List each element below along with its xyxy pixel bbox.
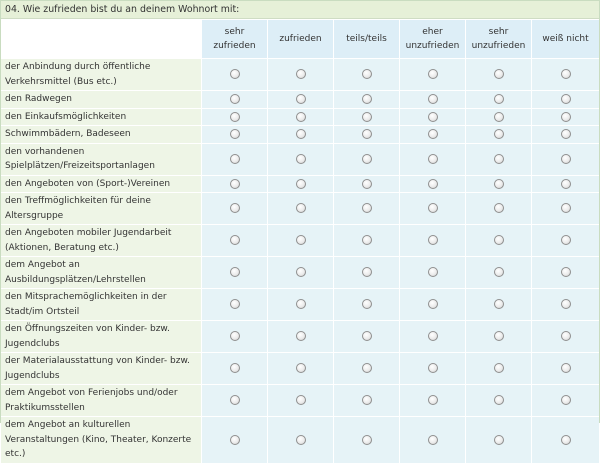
radio-button-icon[interactable] bbox=[561, 235, 571, 245]
rating-cell[interactable] bbox=[399, 321, 465, 352]
radio-button-icon[interactable] bbox=[362, 331, 372, 341]
matrix-row bbox=[1, 144, 599, 175]
rating-cell[interactable] bbox=[267, 289, 333, 320]
row-label: Schwimmbädern, Badeseen bbox=[1, 126, 201, 143]
question-title: 04. Wie zufrieden bist du an deinem Wohnort mit: bbox=[1, 1, 599, 19]
rating-cell[interactable] bbox=[465, 417, 531, 463]
radio-button-icon[interactable] bbox=[494, 94, 504, 104]
radio-button-icon[interactable] bbox=[230, 154, 240, 164]
radio-button-icon[interactable] bbox=[561, 395, 571, 405]
radio-button-icon[interactable] bbox=[561, 69, 571, 79]
rating-cell[interactable] bbox=[531, 91, 599, 108]
radio-button-icon[interactable] bbox=[296, 112, 306, 122]
radio-button-icon[interactable] bbox=[230, 331, 240, 341]
rating-cell[interactable] bbox=[399, 353, 465, 384]
radio-button-icon[interactable] bbox=[561, 331, 571, 341]
radio-button-icon[interactable] bbox=[362, 179, 372, 189]
radio-button-icon[interactable] bbox=[230, 179, 240, 189]
rating-cell[interactable] bbox=[465, 385, 531, 416]
radio-button-icon[interactable] bbox=[561, 267, 571, 277]
rating-cell[interactable] bbox=[465, 193, 531, 224]
rating-cell[interactable] bbox=[201, 144, 267, 175]
radio-button-icon[interactable] bbox=[428, 154, 438, 164]
matrix-row bbox=[1, 417, 599, 463]
radio-button-icon[interactable] bbox=[362, 154, 372, 164]
radio-button-icon[interactable] bbox=[362, 69, 372, 79]
radio-button-icon[interactable] bbox=[230, 363, 240, 373]
radio-button-icon[interactable] bbox=[230, 129, 240, 139]
rating-cell[interactable] bbox=[531, 59, 599, 90]
radio-button-icon[interactable] bbox=[428, 363, 438, 373]
radio-button-icon[interactable] bbox=[296, 235, 306, 245]
radio-button-icon[interactable] bbox=[296, 435, 306, 445]
rating-cell[interactable] bbox=[531, 257, 599, 288]
rating-cell[interactable] bbox=[201, 353, 267, 384]
row-label: den Mitsprachemöglichkeiten in der Stadt/im Ortsteil bbox=[1, 289, 201, 320]
rating-cell[interactable] bbox=[267, 91, 333, 108]
rating-cell[interactable] bbox=[267, 144, 333, 175]
rating-cell[interactable] bbox=[399, 176, 465, 193]
rating-cell[interactable] bbox=[267, 126, 333, 143]
radio-button-icon[interactable] bbox=[230, 94, 240, 104]
rating-cell[interactable] bbox=[333, 144, 399, 175]
rating-cell[interactable] bbox=[201, 193, 267, 224]
radio-button-icon[interactable] bbox=[561, 363, 571, 373]
rating-cell[interactable] bbox=[201, 59, 267, 90]
rating-cell[interactable] bbox=[399, 417, 465, 463]
rating-cell[interactable] bbox=[267, 257, 333, 288]
rating-cell[interactable] bbox=[333, 109, 399, 126]
radio-button-icon[interactable] bbox=[296, 331, 306, 341]
rating-matrix bbox=[1, 19, 599, 464]
rating-cell[interactable] bbox=[399, 257, 465, 288]
rating-cell[interactable] bbox=[333, 91, 399, 108]
radio-button-icon[interactable] bbox=[494, 129, 504, 139]
rating-cell[interactable] bbox=[333, 321, 399, 352]
rating-cell[interactable] bbox=[399, 193, 465, 224]
rating-cell[interactable] bbox=[399, 289, 465, 320]
rating-cell[interactable] bbox=[465, 176, 531, 193]
rating-cell[interactable] bbox=[267, 321, 333, 352]
radio-button-icon[interactable] bbox=[428, 112, 438, 122]
radio-button-icon[interactable] bbox=[428, 395, 438, 405]
rating-cell[interactable] bbox=[267, 385, 333, 416]
rating-cell[interactable] bbox=[399, 59, 465, 90]
rating-cell[interactable] bbox=[201, 257, 267, 288]
row-label: der Anbindung durch öffentliche Verkehrsmittel (Bus etc.) bbox=[1, 59, 201, 90]
rating-cell[interactable] bbox=[267, 193, 333, 224]
rating-cell[interactable] bbox=[333, 385, 399, 416]
radio-button-icon[interactable] bbox=[494, 179, 504, 189]
column-header: teils/teils bbox=[333, 20, 399, 58]
rating-cell[interactable] bbox=[465, 126, 531, 143]
rating-cell[interactable] bbox=[201, 417, 267, 463]
rating-cell[interactable] bbox=[465, 59, 531, 90]
rating-cell[interactable] bbox=[333, 289, 399, 320]
radio-button-icon[interactable] bbox=[230, 395, 240, 405]
radio-button-icon[interactable] bbox=[362, 363, 372, 373]
radio-button-icon[interactable] bbox=[362, 435, 372, 445]
rating-cell[interactable] bbox=[201, 321, 267, 352]
radio-button-icon[interactable] bbox=[428, 299, 438, 309]
rating-cell[interactable] bbox=[465, 289, 531, 320]
radio-button-icon[interactable] bbox=[296, 129, 306, 139]
matrix-row bbox=[1, 176, 599, 193]
radio-button-icon[interactable] bbox=[230, 267, 240, 277]
rating-cell[interactable] bbox=[465, 257, 531, 288]
rating-cell[interactable] bbox=[201, 109, 267, 126]
rating-cell[interactable] bbox=[267, 59, 333, 90]
radio-button-icon[interactable] bbox=[561, 179, 571, 189]
radio-button-icon[interactable] bbox=[362, 267, 372, 277]
matrix-row bbox=[1, 353, 599, 384]
rating-cell[interactable] bbox=[201, 385, 267, 416]
rating-cell[interactable] bbox=[531, 321, 599, 352]
matrix-row bbox=[1, 225, 599, 256]
column-header: sehr zufrieden bbox=[201, 20, 267, 58]
matrix-row bbox=[1, 385, 599, 416]
radio-button-icon[interactable] bbox=[494, 363, 504, 373]
column-header: sehr unzufrieden bbox=[465, 20, 531, 58]
radio-button-icon[interactable] bbox=[362, 235, 372, 245]
rating-cell[interactable] bbox=[267, 417, 333, 463]
radio-button-icon[interactable] bbox=[428, 267, 438, 277]
rating-cell[interactable] bbox=[465, 91, 531, 108]
radio-button-icon[interactable] bbox=[230, 299, 240, 309]
row-label: den Radwegen bbox=[1, 91, 201, 108]
radio-button-icon[interactable] bbox=[230, 203, 240, 213]
radio-button-icon[interactable] bbox=[362, 112, 372, 122]
column-header: eher unzufrieden bbox=[399, 20, 465, 58]
rating-cell[interactable] bbox=[201, 225, 267, 256]
rating-cell[interactable] bbox=[333, 193, 399, 224]
radio-button-icon[interactable] bbox=[230, 435, 240, 445]
matrix-row bbox=[1, 109, 599, 126]
row-label: dem Angebot an Ausbildungsplätzen/Lehrstellen bbox=[1, 257, 201, 288]
rating-cell[interactable] bbox=[531, 126, 599, 143]
matrix-row bbox=[1, 59, 599, 90]
rating-cell[interactable] bbox=[267, 176, 333, 193]
column-header: weiß nicht bbox=[531, 20, 599, 58]
radio-button-icon[interactable] bbox=[494, 154, 504, 164]
rating-cell[interactable] bbox=[399, 109, 465, 126]
rating-cell[interactable] bbox=[399, 144, 465, 175]
radio-button-icon[interactable] bbox=[561, 154, 571, 164]
rating-cell[interactable] bbox=[531, 289, 599, 320]
radio-button-icon[interactable] bbox=[494, 69, 504, 79]
radio-button-icon[interactable] bbox=[561, 129, 571, 139]
radio-button-icon[interactable] bbox=[428, 235, 438, 245]
matrix-row bbox=[1, 193, 599, 224]
rating-cell[interactable] bbox=[531, 176, 599, 193]
rating-cell[interactable] bbox=[531, 353, 599, 384]
row-label: den Einkaufsmöglichkeiten bbox=[1, 109, 201, 126]
matrix-row bbox=[1, 289, 599, 320]
matrix-row bbox=[1, 91, 599, 108]
radio-button-icon[interactable] bbox=[494, 267, 504, 277]
radio-button-icon[interactable] bbox=[561, 435, 571, 445]
radio-button-icon[interactable] bbox=[428, 331, 438, 341]
radio-button-icon[interactable] bbox=[362, 94, 372, 104]
rating-cell[interactable] bbox=[465, 353, 531, 384]
radio-button-icon[interactable] bbox=[296, 299, 306, 309]
rating-cell[interactable] bbox=[201, 126, 267, 143]
row-label: der Materialausstattung von Kinder- bzw. Jugendclubs bbox=[1, 353, 201, 384]
radio-button-icon[interactable] bbox=[494, 203, 504, 213]
radio-button-icon[interactable] bbox=[230, 235, 240, 245]
matrix-body bbox=[1, 59, 599, 463]
rating-cell[interactable] bbox=[201, 91, 267, 108]
column-header: zufrieden bbox=[267, 20, 333, 58]
radio-button-icon[interactable] bbox=[494, 331, 504, 341]
radio-button-icon[interactable] bbox=[494, 435, 504, 445]
radio-button-icon[interactable] bbox=[561, 299, 571, 309]
rating-cell[interactable] bbox=[531, 193, 599, 224]
radio-button-icon[interactable] bbox=[362, 299, 372, 309]
header-corner bbox=[1, 20, 201, 58]
radio-button-icon[interactable] bbox=[428, 69, 438, 79]
matrix-row bbox=[1, 257, 599, 288]
radio-button-icon[interactable] bbox=[296, 154, 306, 164]
radio-button-icon[interactable] bbox=[494, 235, 504, 245]
radio-button-icon[interactable] bbox=[362, 395, 372, 405]
radio-button-icon[interactable] bbox=[296, 203, 306, 213]
radio-button-icon[interactable] bbox=[296, 69, 306, 79]
matrix-row bbox=[1, 321, 599, 352]
rating-cell[interactable] bbox=[399, 385, 465, 416]
radio-button-icon[interactable] bbox=[494, 395, 504, 405]
radio-button-icon[interactable] bbox=[428, 94, 438, 104]
rating-cell[interactable] bbox=[465, 109, 531, 126]
row-label: den Angeboten mobiler Jugendarbeit (Aktionen, Beratung etc.) bbox=[1, 225, 201, 256]
rating-cell[interactable] bbox=[333, 59, 399, 90]
matrix-row bbox=[1, 126, 599, 143]
radio-button-icon[interactable] bbox=[428, 203, 438, 213]
radio-button-icon[interactable] bbox=[296, 267, 306, 277]
rating-cell[interactable] bbox=[399, 126, 465, 143]
matrix-header-row bbox=[1, 20, 599, 58]
rating-cell[interactable] bbox=[465, 144, 531, 175]
rating-cell[interactable] bbox=[333, 225, 399, 256]
rating-cell[interactable] bbox=[267, 109, 333, 126]
rating-cell[interactable] bbox=[333, 257, 399, 288]
row-label: den Treffmöglichkeiten für deine Altersgruppe bbox=[1, 193, 201, 224]
radio-button-icon[interactable] bbox=[362, 203, 372, 213]
rating-cell[interactable] bbox=[531, 144, 599, 175]
radio-button-icon[interactable] bbox=[362, 129, 372, 139]
rating-cell[interactable] bbox=[201, 176, 267, 193]
radio-button-icon[interactable] bbox=[296, 363, 306, 373]
row-label: dem Angebot an kulturellen Veranstaltungen (Kino, Theater, Konzerte etc.) bbox=[1, 417, 201, 463]
rating-cell[interactable] bbox=[333, 126, 399, 143]
rating-cell[interactable] bbox=[531, 385, 599, 416]
row-label: den Angeboten von (Sport-)Vereinen bbox=[1, 176, 201, 193]
radio-button-icon[interactable] bbox=[230, 112, 240, 122]
rating-cell[interactable] bbox=[333, 417, 399, 463]
rating-cell[interactable] bbox=[399, 91, 465, 108]
rating-cell[interactable] bbox=[531, 225, 599, 256]
rating-cell[interactable] bbox=[267, 225, 333, 256]
row-label: den vorhandenen Spielplätzen/Freizeitsportanlagen bbox=[1, 144, 201, 175]
rating-cell[interactable] bbox=[399, 225, 465, 256]
radio-button-icon[interactable] bbox=[428, 179, 438, 189]
radio-button-icon[interactable] bbox=[494, 112, 504, 122]
radio-button-icon[interactable] bbox=[428, 435, 438, 445]
rating-cell[interactable] bbox=[267, 353, 333, 384]
radio-button-icon[interactable] bbox=[494, 299, 504, 309]
rating-cell[interactable] bbox=[333, 176, 399, 193]
rating-cell[interactable] bbox=[201, 289, 267, 320]
radio-button-icon[interactable] bbox=[428, 129, 438, 139]
radio-button-icon[interactable] bbox=[296, 179, 306, 189]
row-label: den Öffnungszeiten von Kinder- bzw. Jugendclubs bbox=[1, 321, 201, 352]
rating-cell[interactable] bbox=[465, 225, 531, 256]
radio-button-icon[interactable] bbox=[561, 112, 571, 122]
rating-cell[interactable] bbox=[531, 417, 599, 463]
radio-button-icon[interactable] bbox=[296, 395, 306, 405]
radio-button-icon[interactable] bbox=[296, 94, 306, 104]
radio-button-icon[interactable] bbox=[230, 69, 240, 79]
radio-button-icon[interactable] bbox=[561, 203, 571, 213]
rating-cell[interactable] bbox=[333, 353, 399, 384]
row-label: dem Angebot von Ferienjobs und/oder Praktikumsstellen bbox=[1, 385, 201, 416]
rating-cell[interactable] bbox=[531, 109, 599, 126]
rating-cell[interactable] bbox=[465, 321, 531, 352]
radio-button-icon[interactable] bbox=[561, 94, 571, 104]
